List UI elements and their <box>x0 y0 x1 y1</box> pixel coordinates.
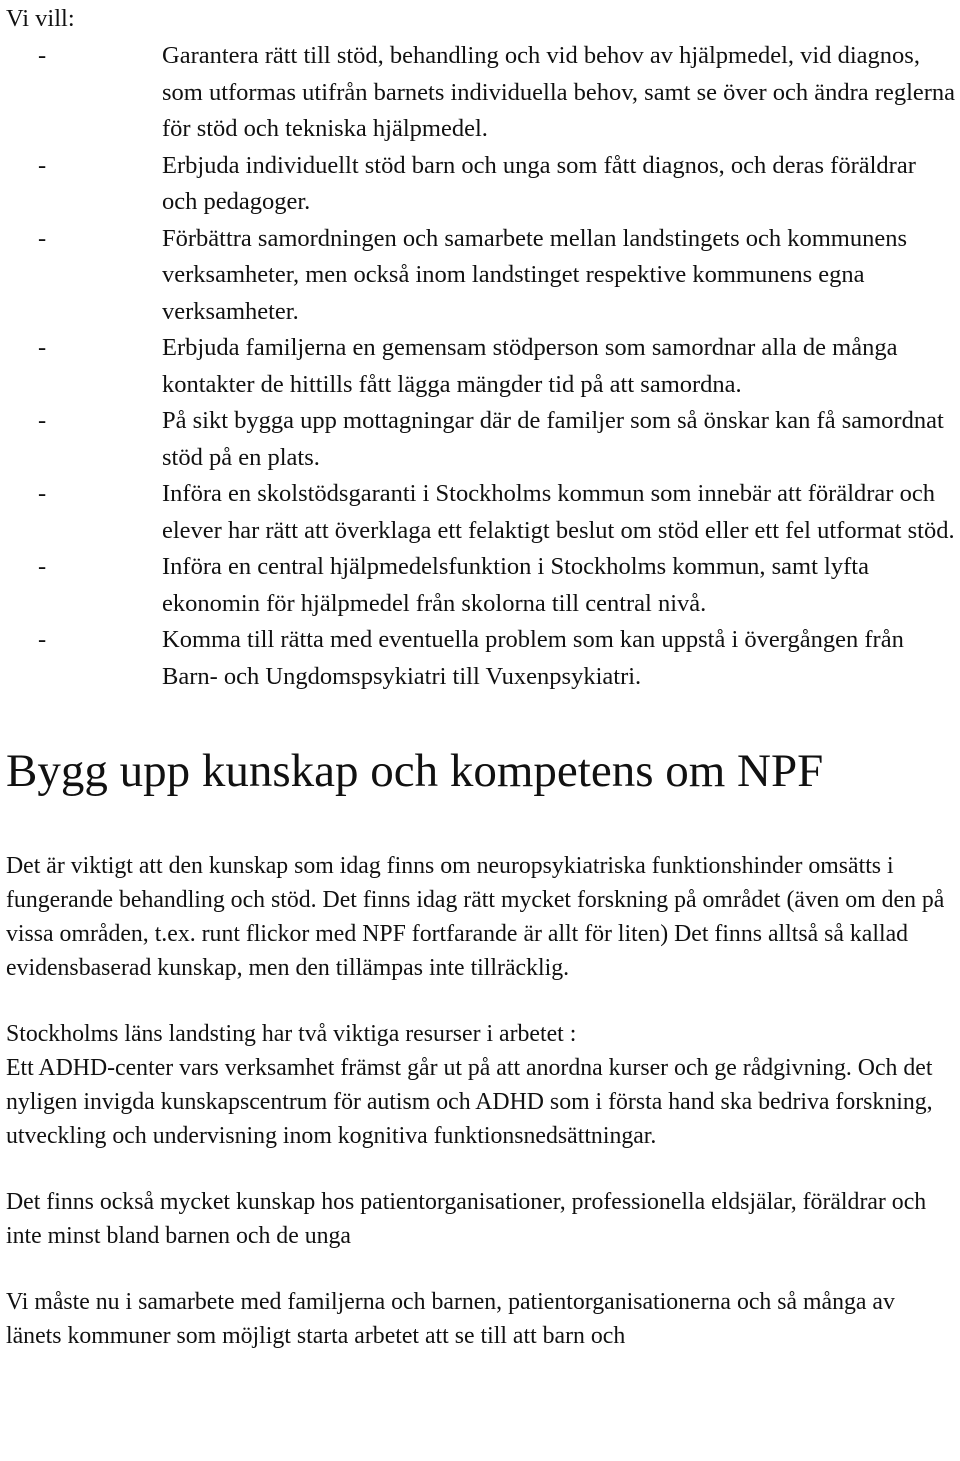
bullet-dash: - <box>38 626 47 653</box>
list-item-text: Erbjuda individuellt stöd barn och unga som fått diagnos, och deras föräldrar och pedagoger. <box>162 151 916 215</box>
bullet-dash: - <box>38 480 47 507</box>
list-item <box>6 330 956 403</box>
bullet-dash: - <box>38 151 47 179</box>
list-item <box>6 549 956 622</box>
paragraph: Vi måste nu i samarbete med familjerna och barnen, patientorganisationerna och så många av länets kommuner som möjligt starta arbetet att se till att barn och <box>6 1289 895 1349</box>
list-item <box>6 38 956 148</box>
list-item <box>6 476 956 549</box>
paragraph: Stockholms läns landsting har två viktiga resurser i arbetet : <box>6 1021 577 1047</box>
bullet-dash: - <box>38 553 47 580</box>
paragraph-spacer <box>6 1153 956 1185</box>
list-item-text: Införa en skolstödsgaranti i Stockholms kommun som innebär att föräldrar och elever har rätt att överklaga ett felaktigt beslut om stöd eller ett fel utformat stöd. <box>162 480 955 544</box>
paragraph: Ett ADHD-center vars verksamhet främst går ut på att anordna kurser och ge rådgivning. Och det nyligen invigda kunskapscentrum för autism och ADHD som i första hand ska bedriva forskning, utveckling och undervisning inom kognitiva funktionsnedsättningar. <box>6 1055 933 1149</box>
list-item <box>6 148 956 221</box>
list-item <box>6 403 956 476</box>
paragraph-spacer <box>6 985 956 1017</box>
section-heading: Bygg upp kunskap och kompetens om NPF <box>6 745 824 797</box>
list-item-text: Införa en central hjälpmedelsfunktion i Stockholms kommun, samt lyfta ekonomin för hjälpmedel från skolorna till central nivå. <box>162 553 869 617</box>
document-page <box>6 0 956 1353</box>
list-item-text: Förbättra samordningen och samarbete mellan landstingets och kommunens verksamheter, men också inom landstinget respektive kommunens egna verksamheter. <box>162 224 908 325</box>
list-item-text: Garantera rätt till stöd, behandling och vid behov av hjälpmedel, vid diagnos, som utformas utifrån barnets individuella behov, samt se över och ändra reglerna för stöd och tekniska hjälpmedel. <box>162 42 956 142</box>
bullet-dash: - <box>38 42 47 69</box>
list-item <box>6 622 956 695</box>
intro-text: Vi vill: <box>6 5 75 32</box>
paragraph-spacer <box>6 1253 956 1285</box>
list-item-text: Komma till rätta med eventuella problem som kan uppstå i övergången från Barn- och Ungdomspsykiatri till Vuxenpsykiatri. <box>162 626 904 690</box>
bullet-dash: - <box>38 334 47 361</box>
paragraph: Det är viktigt att den kunskap som idag finns om neuropsykiatriska funktionshinder omsätts i fungerande behandling och stöd. Det finns idag rätt mycket forskning på området (även om den på vissa områden, t.ex. runt flickor med NPF fortfarande är allt för liten) Det finns alltså så kallad evidensbaserad kunskap, men den tillämpas inte tillräcklig. <box>6 853 945 981</box>
list-item-text: Erbjuda familjerna en gemensam stödperson som samordnar alla de många kontakter de hittills fått lägga mängder tid på att samordna. <box>162 334 898 398</box>
bullet-dash: - <box>38 224 47 252</box>
demand-list <box>6 38 956 695</box>
list-item <box>6 221 956 331</box>
bullet-dash: - <box>38 407 47 434</box>
list-item-text: På sikt bygga upp mottagningar där de familjer som så önskar kan få samordnat stöd på en plats. <box>162 407 944 471</box>
paragraph: Det finns också mycket kunskap hos patientorganisationer, professionella eldsjälar, föräldrar och inte minst bland barnen och de unga <box>6 1189 927 1249</box>
